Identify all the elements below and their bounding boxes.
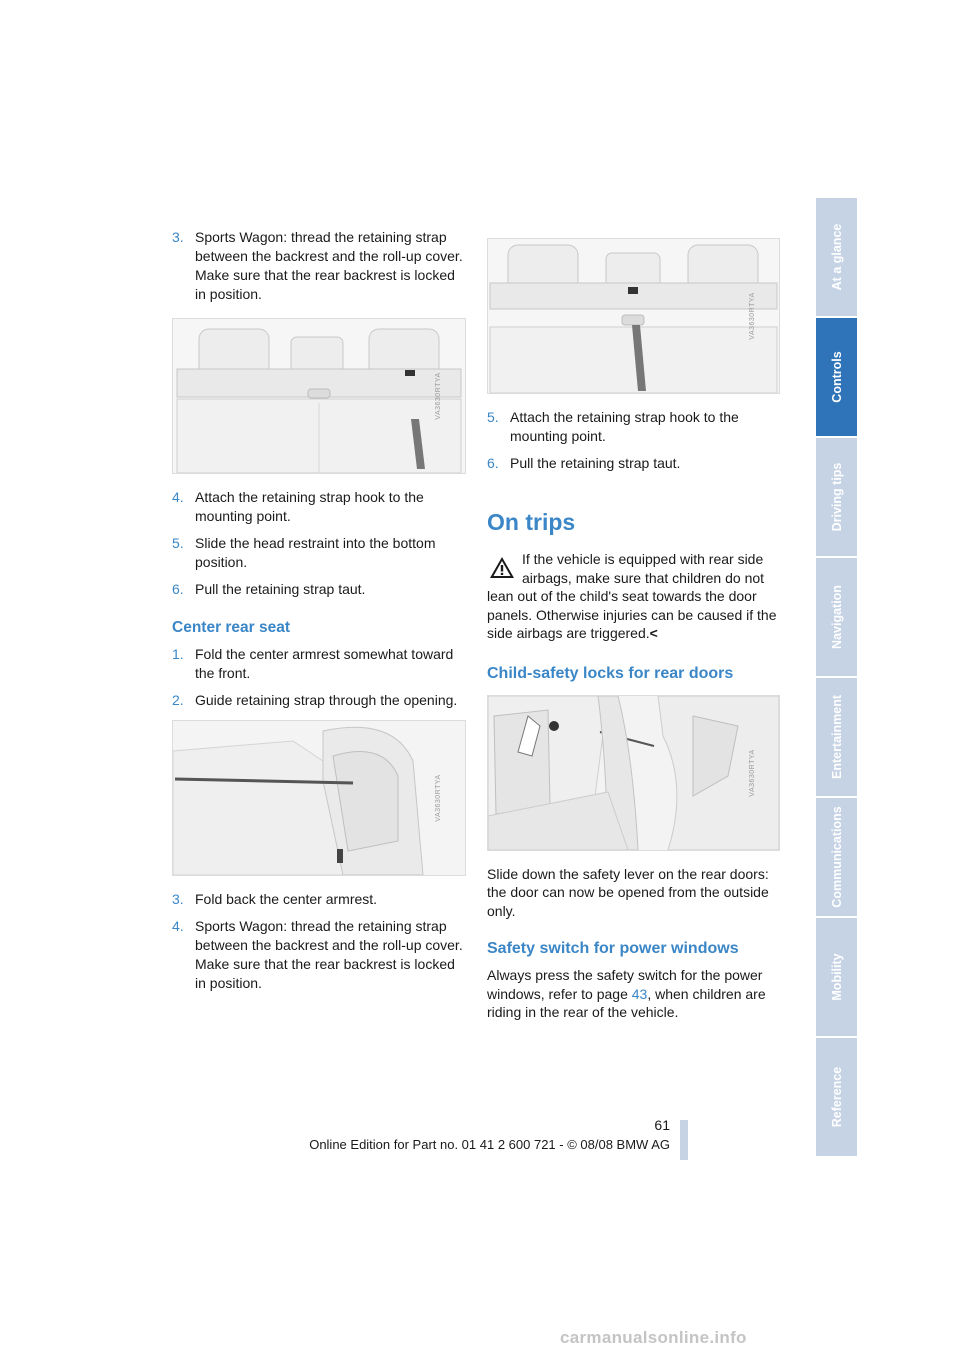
- figure-code: VA3630RTYA: [748, 748, 756, 797]
- center-step-3: [172, 890, 468, 909]
- tab-label: Reference: [829, 1066, 844, 1128]
- armrest-illustration: [173, 721, 465, 875]
- tab-at-a-glance[interactable]: [816, 198, 857, 316]
- step-number: 4.: [172, 489, 184, 505]
- tab-label: At a glance: [829, 223, 844, 291]
- safety-switch-heading: Safety switch for power windows: [487, 940, 739, 957]
- center-step-1: [172, 645, 468, 683]
- step-number: 6.: [172, 581, 184, 597]
- warning-rest: [487, 587, 783, 643]
- warning-line-1: If the vehicle is equipped with rear side: [522, 551, 764, 567]
- step-number: 2.: [172, 692, 184, 708]
- figure-rear-seat-headrests: [172, 318, 466, 474]
- center-step-4: [172, 917, 468, 993]
- step-number: 4.: [172, 918, 184, 934]
- tab-communications[interactable]: [816, 798, 857, 916]
- step-text: Pull the retaining strap taut.: [510, 455, 681, 471]
- tab-label: Entertainment: [829, 694, 844, 780]
- right-step-6: [487, 454, 783, 473]
- safety-switch-text: [487, 966, 783, 1022]
- step-3: [172, 228, 468, 304]
- tab-driving-tips[interactable]: [816, 438, 857, 556]
- airbag-warning: [487, 550, 783, 643]
- step-text: Pull the retaining strap taut.: [195, 581, 366, 597]
- figure-code: VA3630RTYA: [434, 372, 442, 420]
- step-text: Slide the head restraint into the bottom position.: [195, 535, 436, 570]
- tab-reference[interactable]: [816, 1038, 857, 1156]
- step-text: Sports Wagon: thread the retaining strap between the backrest and the roll-up cover. Make sure that the rear backrest is locked in position.: [195, 918, 463, 991]
- step-number: 3.: [172, 891, 184, 907]
- tab-mobility[interactable]: [816, 918, 857, 1036]
- step-text: Attach the retaining strap hook to the mounting point.: [195, 489, 424, 524]
- step-text: Fold the center armrest somewhat toward the front.: [195, 646, 454, 681]
- step-6: [172, 580, 468, 599]
- safety-text-pre: Always press the safety switch for the power windows, refer to page: [487, 967, 763, 1002]
- step-number: 1.: [172, 646, 184, 662]
- tab-label: Driving tips: [829, 462, 844, 532]
- tab-controls[interactable]: [816, 318, 857, 436]
- door-lock-illustration: [488, 696, 779, 850]
- tab-navigation[interactable]: [816, 558, 857, 676]
- warning-text: lean out of the child's seat towards the door panels. Otherwise injuries can be caused if the side airbags are triggered.: [487, 588, 777, 641]
- tab-label: Mobility: [829, 953, 844, 1001]
- footer-edition: Online Edition for Part no. 01 41 2 600 721 - © 08/08 BMW AG: [309, 1137, 670, 1152]
- figure-retaining-strap: [487, 238, 780, 394]
- end-mark: <: [649, 625, 658, 641]
- figure-child-lock: [487, 695, 780, 851]
- right-step-5: [487, 408, 783, 446]
- chapter-tabs: [816, 198, 857, 1158]
- step-text: Sports Wagon: thread the retaining strap between the backrest and the roll-up cover. Make sure that the rear backrest is locked in position.: [195, 229, 463, 302]
- step-number: 5.: [487, 409, 499, 425]
- child-safety-heading: Child-safety locks for rear doors: [487, 664, 734, 682]
- tab-label: Communications: [829, 806, 844, 908]
- watermark: carmanualsonline.info: [560, 1328, 747, 1347]
- page-number: 61: [654, 1117, 670, 1133]
- tab-entertainment[interactable]: [816, 678, 857, 796]
- figure-code: VA3630RTYA: [748, 292, 756, 340]
- safety-text-post: , when children are riding in the rear of the vehicle.: [487, 985, 766, 1020]
- left-column: [172, 228, 468, 1001]
- rear-seat-illustration: [173, 319, 465, 473]
- center-step-2: [172, 691, 468, 710]
- step-number: 3.: [172, 229, 184, 245]
- strap-illustration: [488, 239, 779, 393]
- figure-center-armrest: [172, 720, 466, 876]
- step-number: 6.: [487, 455, 499, 471]
- step-text: Fold back the center armrest.: [195, 891, 378, 907]
- right-column: [487, 238, 783, 1030]
- figure-code: VA3630RTYA: [434, 774, 442, 822]
- tab-label: Controls: [829, 351, 844, 403]
- warning-line-2: airbags, make sure that children do not: [522, 569, 765, 586]
- step-number: 5.: [172, 535, 184, 551]
- tab-label: Navigation: [829, 585, 844, 649]
- step-text: Attach the retaining strap hook to the mounting point.: [510, 409, 739, 444]
- step-4: [172, 488, 468, 526]
- page-marker-bar: [680, 1120, 688, 1160]
- center-rear-seat-heading: Center rear seat: [172, 619, 291, 636]
- page-43-link[interactable]: 43: [631, 985, 648, 1002]
- on-trips-heading: On trips: [487, 509, 576, 535]
- step-text: Guide retaining strap through the opening.: [195, 692, 458, 708]
- child-lock-text: Slide down the safety lever on the rear doors: the door can now be opened from the outside only.: [487, 865, 769, 919]
- warning-triangle-icon: [489, 556, 515, 579]
- step-5: [172, 534, 468, 572]
